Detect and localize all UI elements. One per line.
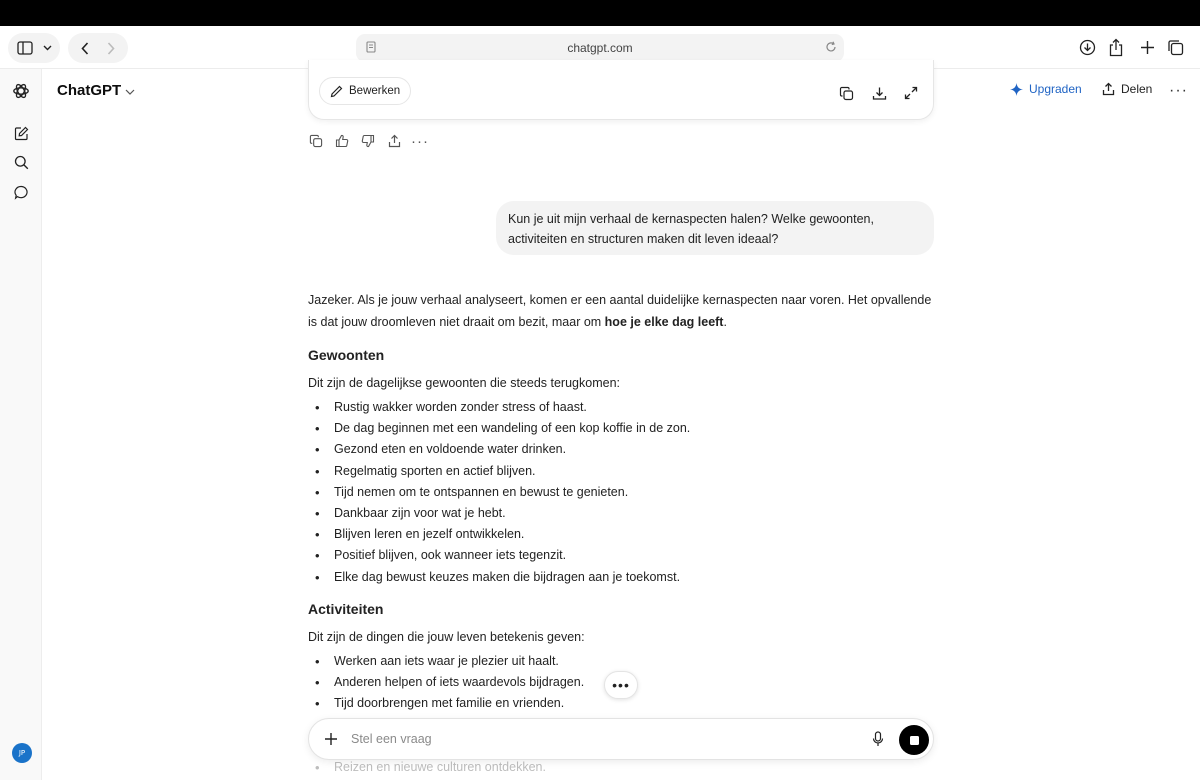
section-lead: Dit zijn de dingen die jouw leven betekenis geven: — [308, 629, 585, 644]
expand-icon[interactable] — [902, 84, 920, 102]
model-selector[interactable] — [57, 82, 135, 99]
edit-button[interactable] — [319, 77, 411, 105]
new-tab-button[interactable] — [1138, 38, 1156, 56]
stop-button[interactable] — [899, 725, 929, 755]
sidebar-toggle-button[interactable] — [8, 33, 60, 63]
list-item: • Regelmatig sporten en actief blijven. — [308, 461, 934, 482]
share-button[interactable] — [1102, 82, 1152, 96]
openai-logo-icon[interactable] — [12, 82, 30, 100]
chevron-down-icon — [125, 89, 135, 95]
more-actions-button[interactable]: ··· — [411, 132, 429, 150]
habits-list — [308, 397, 934, 588]
address-bar[interactable] — [356, 34, 844, 62]
sidebar-icon — [17, 41, 33, 55]
list-item: • Tijd nemen om te ontspannen en bewust te genieten. — [308, 482, 934, 503]
list-item: • Rustig wakker worden zonder stress of haast. — [308, 397, 934, 418]
list-item: • Anderen helpen of iets waardevols bijdragen. — [308, 672, 934, 693]
forward-icon[interactable] — [107, 42, 115, 55]
avatar[interactable]: JP — [12, 743, 32, 763]
composer — [308, 718, 934, 760]
message-input[interactable]: Stel een vraag — [351, 732, 432, 746]
more-options-button[interactable]: ··· — [1169, 82, 1188, 99]
assistant-message — [308, 289, 934, 778]
section-heading: Activiteiten — [308, 600, 384, 617]
back-icon[interactable] — [81, 42, 89, 55]
plus-icon — [324, 732, 338, 746]
download-icon[interactable] — [870, 84, 888, 102]
new-chat-icon[interactable] — [12, 124, 30, 142]
copy-icon[interactable] — [308, 133, 324, 149]
share-icon — [1108, 38, 1124, 57]
list-item: • Blijven leren en jezelf ontwikkelen. — [308, 524, 934, 545]
reload-icon[interactable] — [824, 40, 838, 57]
floating-more-button[interactable]: ••• — [604, 671, 638, 699]
share-page-button[interactable] — [1107, 37, 1125, 57]
section-heading: Gewoonten — [308, 347, 385, 363]
edit-label: Bewerken — [349, 85, 401, 97]
downloads-button[interactable] — [1078, 38, 1096, 56]
intro-end-text: . — [723, 315, 727, 329]
search-icon[interactable] — [12, 153, 30, 171]
sidebar — [0, 69, 42, 780]
section-lead: Dit zijn de dagelijkse gewoonten die steeds terugkomen: — [308, 376, 620, 390]
tab-overview-button[interactable] — [1166, 38, 1184, 56]
share-icon — [1102, 82, 1115, 96]
chat-bubble-icon[interactable] — [12, 183, 30, 201]
share-label: Delen — [1121, 82, 1153, 96]
list-item: • Positief blijven, ook wanneer iets tegenzit. — [308, 545, 934, 566]
list-item: • De dag beginnen met een wandeling of een kop koffie in de zon. — [308, 418, 934, 439]
user-message: Kun je uit mijn verhaal de kernaspecten halen? Welke gewoonten, activiteiten en structuren maken dit leven ideaal? — [496, 201, 934, 255]
copy-icon[interactable] — [837, 84, 855, 102]
stop-icon — [910, 736, 919, 745]
list-item: • Gezond eten en voldoende water drinken. — [308, 439, 934, 460]
download-circle-icon — [1079, 39, 1096, 56]
thumbs-up-icon[interactable] — [334, 133, 350, 149]
sparkle-icon — [1010, 83, 1023, 96]
chevron-down-icon — [43, 45, 52, 51]
list-item: • Dankbaar zijn voor wat je hebt. — [308, 503, 934, 524]
attach-button[interactable] — [321, 729, 341, 749]
tabs-icon — [1167, 39, 1184, 56]
page-menu-icon[interactable] — [364, 40, 378, 57]
list-item: • Werken aan iets waar je plezier uit haalt. — [308, 651, 934, 672]
history-navigation — [68, 33, 128, 63]
plus-icon — [1140, 40, 1155, 55]
thumbs-down-icon[interactable] — [360, 133, 376, 149]
intro-text: Jazeker. Als je jouw verhaal analyseert, komen er een aantal duidelijke kernaspecten naar voren. Het opvallende is dat jouw droomleven niet draait om bezit, maar om — [308, 293, 932, 329]
share-icon[interactable] — [386, 133, 402, 149]
system-status-bar — [0, 0, 1200, 26]
microphone-icon[interactable] — [869, 730, 887, 748]
canvas-card — [308, 60, 934, 120]
list-item: • Elke dag bewust keuzes maken die bijdragen aan je toekomst. — [308, 567, 934, 588]
upgrade-label: Upgraden — [1029, 82, 1082, 96]
app-title: ChatGPT — [57, 82, 122, 99]
message-actions — [308, 133, 428, 149]
list-item: • Tijd doorbrengen met familie en vrienden. — [308, 693, 934, 714]
url-text: chatgpt.com — [567, 41, 633, 55]
list-item: • Reizen en nieuwe culturen ontdekken. — [308, 757, 934, 778]
intro-bold-text: hoe je elke dag leeft — [604, 315, 724, 329]
upgrade-button[interactable] — [1010, 82, 1082, 96]
pencil-icon — [330, 85, 343, 98]
answer-intro — [308, 289, 934, 333]
